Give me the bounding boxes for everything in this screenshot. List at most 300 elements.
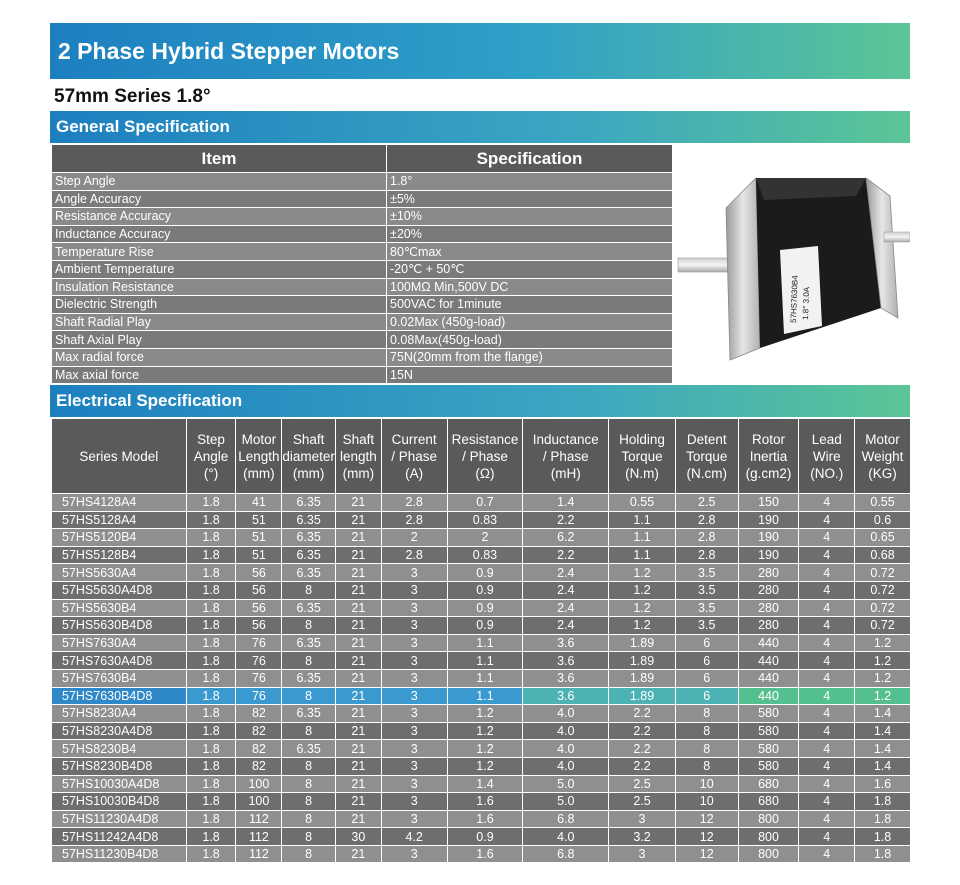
value-cell: 1.8 (186, 687, 236, 705)
value-cell: 8 (282, 722, 336, 740)
value-cell: 0.72 (855, 617, 911, 635)
value-cell: 2.2 (609, 705, 676, 723)
value-cell: 1.4 (855, 722, 911, 740)
table-row (52, 581, 911, 599)
value-cell: 190 (738, 511, 799, 529)
value-cell: 0.9 (447, 617, 523, 635)
value-cell: 2 (447, 529, 523, 547)
column-header: Motor Weight (KG) (855, 419, 911, 494)
value-cell: 3.2 (609, 828, 676, 846)
model-cell: 57HS7630A4 (52, 634, 187, 652)
value-cell: 4 (799, 828, 855, 846)
value-cell: 1.6 (447, 793, 523, 811)
value-cell: 1.1 (609, 511, 676, 529)
value-cell: 82 (236, 722, 282, 740)
column-header: Motor Length (mm) (236, 419, 282, 494)
value-cell: 2.2 (609, 757, 676, 775)
value-cell: 56 (236, 564, 282, 582)
column-header: Resistance / Phase (Ω) (447, 419, 523, 494)
model-cell: 57HS7630B4 (52, 669, 187, 687)
spec-row (52, 260, 673, 278)
value-cell: 6.35 (282, 669, 336, 687)
value-cell: 2.2 (523, 546, 609, 564)
value-cell: 76 (236, 669, 282, 687)
spec-value: ±5% (387, 190, 673, 208)
value-cell: 1.8 (186, 617, 236, 635)
value-cell: 8 (282, 617, 336, 635)
value-cell: 3 (381, 793, 447, 811)
value-cell: 21 (335, 669, 381, 687)
stepper-motor-image (676, 148, 910, 380)
value-cell: 4.2 (381, 828, 447, 846)
value-cell: 21 (335, 705, 381, 723)
value-cell: 8 (675, 740, 738, 758)
model-cell: 57HS4128A4 (52, 494, 187, 512)
value-cell: 580 (738, 705, 799, 723)
table-row (52, 617, 911, 635)
motor-label-spec: 1.8° 3.0A (801, 286, 812, 321)
spec-value: 100MΩ Min,500V DC (387, 278, 673, 296)
value-cell: 4.0 (523, 740, 609, 758)
spec-value: 15N (387, 366, 673, 384)
value-cell: 440 (738, 669, 799, 687)
column-header: Detent Torque (N.cm) (675, 419, 738, 494)
value-cell: 6.35 (282, 529, 336, 547)
value-cell: 8 (282, 845, 336, 863)
value-cell: 3 (381, 687, 447, 705)
value-cell: 580 (738, 757, 799, 775)
value-cell: 3 (381, 722, 447, 740)
model-cell: 57HS10030B4D8 (52, 793, 187, 811)
value-cell: 1.8 (855, 810, 911, 828)
value-cell: 1.89 (609, 687, 676, 705)
value-cell: 0.72 (855, 581, 911, 599)
column-header: Lead Wire (NO.) (799, 419, 855, 494)
value-cell: 3 (609, 845, 676, 863)
value-cell: 3.5 (675, 617, 738, 635)
value-cell: 6.35 (282, 511, 336, 529)
value-cell: 3 (381, 581, 447, 599)
value-cell: 1.89 (609, 652, 676, 670)
table-row (52, 845, 911, 863)
value-cell: 76 (236, 634, 282, 652)
value-cell: 3 (381, 634, 447, 652)
value-cell: 6 (675, 669, 738, 687)
value-cell: 2.5 (609, 775, 676, 793)
value-cell: 2.4 (523, 617, 609, 635)
value-cell: 6.35 (282, 564, 336, 582)
value-cell: 112 (236, 810, 282, 828)
value-cell: 1.2 (609, 599, 676, 617)
value-cell: 6.35 (282, 494, 336, 512)
value-cell: 3 (381, 740, 447, 758)
value-cell: 6 (675, 652, 738, 670)
value-cell: 4 (799, 564, 855, 582)
spec-value: ±10% (387, 208, 673, 226)
column-header: Inductance / Phase (mH) (523, 419, 609, 494)
value-cell: 112 (236, 845, 282, 863)
model-cell: 57HS7630A4D8 (52, 652, 187, 670)
value-cell: 1.8 (186, 669, 236, 687)
value-cell: 76 (236, 652, 282, 670)
value-cell: 21 (335, 793, 381, 811)
model-cell: 57HS8230B4D8 (52, 757, 187, 775)
motor-label-model: 57HS7630B4 (789, 275, 800, 324)
value-cell: 21 (335, 634, 381, 652)
model-cell: 57HS10030A4D8 (52, 775, 187, 793)
table-row-highlighted (52, 687, 911, 705)
value-cell: 4 (799, 705, 855, 723)
spec-row (52, 296, 673, 314)
value-cell: 6.35 (282, 599, 336, 617)
value-cell: 2.5 (609, 793, 676, 811)
spec-item: Temperature Rise (52, 243, 387, 261)
column-header: Holding Torque (N.m) (609, 419, 676, 494)
value-cell: 1.8 (186, 529, 236, 547)
value-cell: 82 (236, 740, 282, 758)
value-cell: 3 (381, 757, 447, 775)
value-cell: 4 (799, 793, 855, 811)
spec-item: Step Angle (52, 173, 387, 191)
value-cell: 1.8 (186, 581, 236, 599)
value-cell: 4 (799, 669, 855, 687)
value-cell: 1.8 (186, 652, 236, 670)
spec-row (52, 243, 673, 261)
value-cell: 8 (282, 828, 336, 846)
model-cell: 57HS5120B4 (52, 529, 187, 547)
value-cell: 0.83 (447, 511, 523, 529)
value-cell: 76 (236, 687, 282, 705)
value-cell: 21 (335, 845, 381, 863)
spec-item: Shaft Axial Play (52, 331, 387, 349)
value-cell: 2.4 (523, 581, 609, 599)
table-row (52, 705, 911, 723)
value-cell: 2 (381, 529, 447, 547)
value-cell: 4 (799, 757, 855, 775)
table-row (52, 652, 911, 670)
spec-item: Angle Accuracy (52, 190, 387, 208)
value-cell: 1.8 (186, 828, 236, 846)
value-cell: 1.2 (447, 757, 523, 775)
value-cell: 56 (236, 599, 282, 617)
value-cell: 1.8 (855, 845, 911, 863)
value-cell: 580 (738, 740, 799, 758)
value-cell: 21 (335, 494, 381, 512)
value-cell: 4 (799, 810, 855, 828)
model-cell: 57HS7630B4D8 (52, 687, 187, 705)
spec-value: 80℃max (387, 243, 673, 261)
spec-item: Dielectric Strength (52, 296, 387, 314)
value-cell: 6.8 (523, 845, 609, 863)
general-spec-table (51, 144, 673, 384)
spec-row (52, 225, 673, 243)
value-cell: 1.2 (447, 722, 523, 740)
model-cell: 57HS8230A4 (52, 705, 187, 723)
spec-row (52, 366, 673, 384)
value-cell: 2.2 (609, 740, 676, 758)
electrical-spec-table (51, 418, 911, 863)
value-cell: 4 (799, 617, 855, 635)
value-cell: 2.4 (523, 599, 609, 617)
value-cell: 21 (335, 581, 381, 599)
value-cell: 4.0 (523, 757, 609, 775)
value-cell: 82 (236, 705, 282, 723)
value-cell: 6.35 (282, 634, 336, 652)
value-cell: 1.2 (855, 634, 911, 652)
value-cell: 0.55 (609, 494, 676, 512)
spec-item: Inductance Accuracy (52, 225, 387, 243)
value-cell: 4 (799, 740, 855, 758)
value-cell: 0.65 (855, 529, 911, 547)
general-spec-heading: General Specification (56, 117, 230, 136)
value-cell: 6 (675, 634, 738, 652)
value-cell: 3.5 (675, 581, 738, 599)
value-cell: 56 (236, 617, 282, 635)
value-cell: 8 (282, 652, 336, 670)
value-cell: 41 (236, 494, 282, 512)
value-cell: 0.55 (855, 494, 911, 512)
value-cell: 3.6 (523, 634, 609, 652)
value-cell: 1.2 (447, 705, 523, 723)
value-cell: 6.35 (282, 740, 336, 758)
table-row (52, 722, 911, 740)
table-row (52, 564, 911, 582)
spec-value: 500VAC for 1minute (387, 296, 673, 314)
value-cell: 6.35 (282, 546, 336, 564)
table-row (52, 810, 911, 828)
value-cell: 4 (799, 529, 855, 547)
table-row (52, 599, 911, 617)
value-cell: 1.8 (186, 810, 236, 828)
value-cell: 8 (282, 775, 336, 793)
value-cell: 3.5 (675, 599, 738, 617)
value-cell: 4 (799, 511, 855, 529)
value-cell: 4 (799, 546, 855, 564)
value-cell: 1.1 (609, 529, 676, 547)
value-cell: 21 (335, 599, 381, 617)
value-cell: 21 (335, 722, 381, 740)
value-cell: 1.2 (855, 687, 911, 705)
value-cell: 1.8 (855, 828, 911, 846)
value-cell: 4.0 (523, 705, 609, 723)
spec-row (52, 331, 673, 349)
value-cell: 8 (675, 722, 738, 740)
value-cell: 8 (675, 757, 738, 775)
value-cell: 1.89 (609, 669, 676, 687)
series-title: 57mm Series 1.8° (54, 86, 211, 107)
value-cell: 21 (335, 740, 381, 758)
model-cell: 57HS5630B4 (52, 599, 187, 617)
value-cell: 1.4 (855, 740, 911, 758)
spec-row (52, 348, 673, 366)
value-cell: 0.72 (855, 599, 911, 617)
value-cell: 21 (335, 529, 381, 547)
value-cell: 0.9 (447, 564, 523, 582)
value-cell: 4 (799, 634, 855, 652)
table-row (52, 529, 911, 547)
value-cell: 1.8 (186, 757, 236, 775)
col-spec: Specification (387, 145, 673, 173)
value-cell: 3 (381, 652, 447, 670)
value-cell: 1.6 (447, 845, 523, 863)
value-cell: 0.6 (855, 511, 911, 529)
value-cell: 4 (799, 722, 855, 740)
spec-item: Resistance Accuracy (52, 208, 387, 226)
value-cell: 5.0 (523, 775, 609, 793)
value-cell: 1.4 (855, 757, 911, 775)
value-cell: 800 (738, 810, 799, 828)
spec-item: Insulation Resistance (52, 278, 387, 296)
value-cell: 440 (738, 634, 799, 652)
table-row (52, 494, 911, 512)
value-cell: 0.9 (447, 581, 523, 599)
spec-value: -20℃ + 50℃ (387, 260, 673, 278)
value-cell: 0.72 (855, 564, 911, 582)
value-cell: 150 (738, 494, 799, 512)
value-cell: 0.83 (447, 546, 523, 564)
table-row (52, 775, 911, 793)
value-cell: 1.8 (186, 494, 236, 512)
value-cell: 3.6 (523, 669, 609, 687)
value-cell: 1.2 (609, 581, 676, 599)
value-cell: 0.9 (447, 599, 523, 617)
value-cell: 1.2 (609, 564, 676, 582)
value-cell: 82 (236, 757, 282, 775)
value-cell: 3 (381, 564, 447, 582)
value-cell: 3 (381, 810, 447, 828)
spec-item: Max axial force (52, 366, 387, 384)
value-cell: 2.8 (675, 529, 738, 547)
value-cell: 1.89 (609, 634, 676, 652)
value-cell: 3 (381, 775, 447, 793)
col-item: Item (52, 145, 387, 173)
spec-row (52, 278, 673, 296)
spec-row (52, 313, 673, 331)
value-cell: 100 (236, 775, 282, 793)
value-cell: 3 (381, 599, 447, 617)
value-cell: 1.6 (447, 810, 523, 828)
table-row (52, 669, 911, 687)
value-cell: 1.1 (447, 652, 523, 670)
value-cell: 12 (675, 845, 738, 863)
value-cell: 12 (675, 828, 738, 846)
spec-item: Max radial force (52, 348, 387, 366)
spec-value: 1.8° (387, 173, 673, 191)
value-cell: 580 (738, 722, 799, 740)
value-cell: 800 (738, 828, 799, 846)
value-cell: 1.8 (855, 793, 911, 811)
value-cell: 4.0 (523, 722, 609, 740)
value-cell: 1.1 (447, 669, 523, 687)
page-banner (50, 23, 910, 79)
value-cell: 680 (738, 793, 799, 811)
value-cell: 21 (335, 546, 381, 564)
value-cell: 21 (335, 775, 381, 793)
value-cell: 6.2 (523, 529, 609, 547)
value-cell: 4 (799, 775, 855, 793)
value-cell: 1.8 (186, 775, 236, 793)
value-cell: 1.8 (186, 722, 236, 740)
value-cell: 190 (738, 546, 799, 564)
value-cell: 800 (738, 845, 799, 863)
value-cell: 1.8 (186, 845, 236, 863)
value-cell: 440 (738, 687, 799, 705)
value-cell: 1.2 (855, 669, 911, 687)
value-cell: 280 (738, 599, 799, 617)
column-header: Shaft length (mm) (335, 419, 381, 494)
value-cell: 51 (236, 511, 282, 529)
spec-value: 0.08Max(450g-load) (387, 331, 673, 349)
value-cell: 21 (335, 564, 381, 582)
spec-value: 75N(20mm from the flange) (387, 348, 673, 366)
value-cell: 0.9 (447, 828, 523, 846)
value-cell: 1.4 (855, 705, 911, 723)
value-cell: 280 (738, 581, 799, 599)
value-cell: 1.8 (186, 564, 236, 582)
value-cell: 1.6 (855, 775, 911, 793)
spec-row (52, 173, 673, 191)
value-cell: 1.8 (186, 599, 236, 617)
value-cell: 3 (381, 669, 447, 687)
value-cell: 4 (799, 687, 855, 705)
value-cell: 51 (236, 529, 282, 547)
value-cell: 2.8 (675, 511, 738, 529)
value-cell: 1.1 (609, 546, 676, 564)
value-cell: 1.2 (855, 652, 911, 670)
model-cell: 57HS11242A4D8 (52, 828, 187, 846)
column-header: Rotor Inertia (g.cm2) (738, 419, 799, 494)
value-cell: 1.8 (186, 511, 236, 529)
spec-row (52, 190, 673, 208)
value-cell: 1.8 (186, 793, 236, 811)
spec-value: ±20% (387, 225, 673, 243)
spec-item: Ambient Temperature (52, 260, 387, 278)
value-cell: 440 (738, 652, 799, 670)
table-row (52, 793, 911, 811)
spec-value: 0.02Max (450g-load) (387, 313, 673, 331)
value-cell: 3.6 (523, 652, 609, 670)
model-cell: 57HS5630B4D8 (52, 617, 187, 635)
value-cell: 21 (335, 617, 381, 635)
table-row (52, 740, 911, 758)
value-cell: 4 (799, 652, 855, 670)
value-cell: 21 (335, 687, 381, 705)
value-cell: 21 (335, 810, 381, 828)
value-cell: 4 (799, 581, 855, 599)
model-cell: 57HS8230B4 (52, 740, 187, 758)
model-cell: 57HS11230A4D8 (52, 810, 187, 828)
table-row (52, 546, 911, 564)
value-cell: 2.2 (523, 511, 609, 529)
value-cell: 3.6 (523, 687, 609, 705)
value-cell: 8 (282, 793, 336, 811)
column-header: Current / Phase (A) (381, 419, 447, 494)
value-cell: 3 (381, 705, 447, 723)
value-cell: 6 (675, 687, 738, 705)
value-cell: 1.1 (447, 634, 523, 652)
value-cell: 3 (609, 810, 676, 828)
value-cell: 1.1 (447, 687, 523, 705)
value-cell: 2.8 (381, 546, 447, 564)
column-header: Series Model (52, 419, 187, 494)
value-cell: 2.8 (675, 546, 738, 564)
value-cell: 12 (675, 810, 738, 828)
value-cell: 8 (282, 757, 336, 775)
value-cell: 0.68 (855, 546, 911, 564)
model-cell: 57HS5630A4D8 (52, 581, 187, 599)
spec-row (52, 208, 673, 226)
table-row (52, 828, 911, 846)
